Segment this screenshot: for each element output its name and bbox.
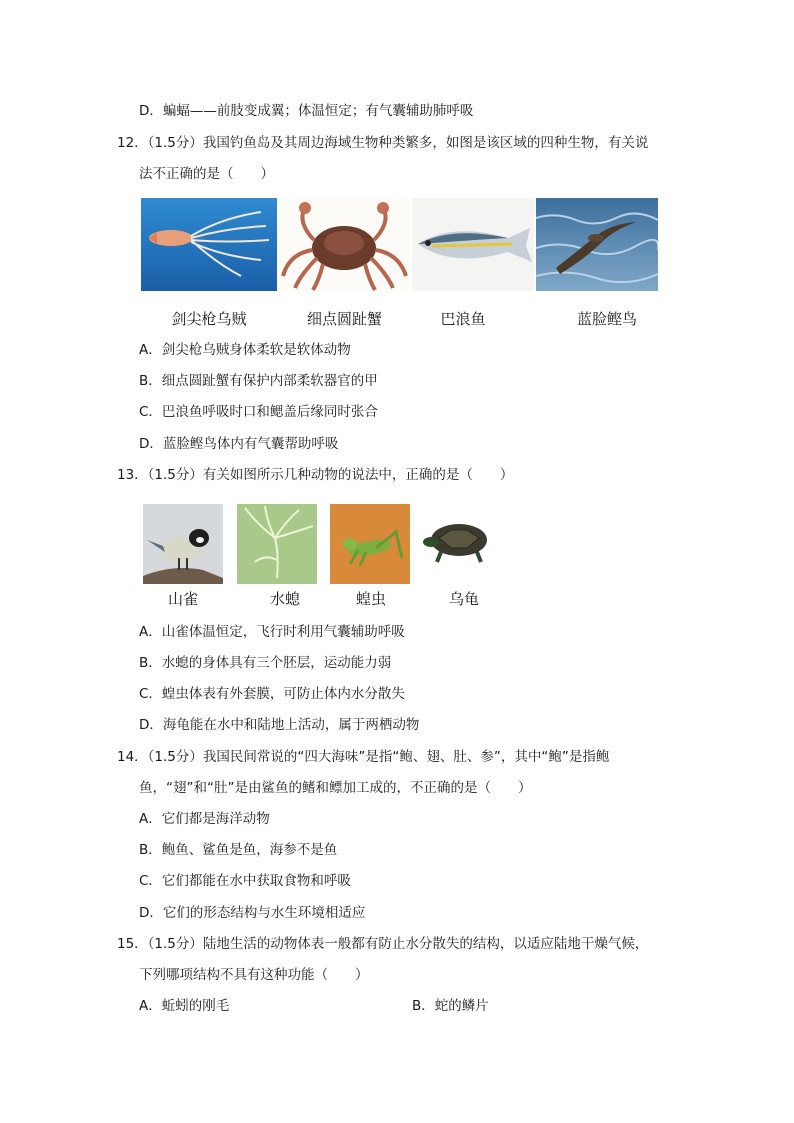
tit-bird-photo <box>143 504 223 584</box>
q13-option-b: B．水螅的身体具有三个胚层，运动能力弱 <box>139 655 392 671</box>
hydra-photo <box>237 504 317 584</box>
q12-option-b: B．细点圆趾蟹有保护内部柔软器官的甲 <box>139 373 378 389</box>
q13-caption-turtle: 乌龟 <box>448 590 479 608</box>
q12-option-c: C．巴浪鱼呼吸时口和鳃盖后缘同时张合 <box>139 404 378 420</box>
q13-caption-locust: 蝗虫 <box>355 590 386 608</box>
q14-stem-line2: 鱼，“翅”和“肚”是由鲨鱼的鳍和鳔加工成的，不正确的是（ ） <box>139 780 532 796</box>
locust-photo <box>330 504 410 584</box>
q13-option-a: A．山雀体温恒定，飞行时利用气囊辅助呼吸 <box>139 624 405 640</box>
q12-caption-squid: 剑尖枪乌贼 <box>171 310 247 328</box>
q12-option-a: A．剑尖枪乌贼身体柔软是软体动物 <box>139 342 351 358</box>
q11-option-d: D．蝙蝠——前肢变成翼；体温恒定；有气囊辅助肺呼吸 <box>139 103 474 119</box>
crab-photo <box>279 198 410 291</box>
q15-option-b: B．蛇的鳞片 <box>412 998 489 1014</box>
q14-option-a: A．它们都是海洋动物 <box>139 811 270 827</box>
q14-stem-line1: 14．（1.5分）我国民间常说的“四大海味”是指“鲍、翅、肚、参”，其中“鲍”是指鲍 <box>117 749 610 765</box>
q13-caption-hydra: 水螅 <box>269 590 300 608</box>
turtle-photo <box>419 504 499 570</box>
q13-option-d: D．海龟能在水中和陆地上活动，属于两栖动物 <box>139 717 420 733</box>
q13-stem: 13．（1.5分）有关如图所示几种动物的说法中，正确的是（ ） <box>117 467 514 483</box>
squid-photo <box>141 198 277 291</box>
q15-option-a: A．蚯蚓的刚毛 <box>139 998 230 1014</box>
q13-option-c: C．蝗虫体表有外套膜，可防止体内水分散失 <box>139 686 405 702</box>
fish-photo <box>412 198 534 291</box>
q12-stem-line1: 12．（1.5分）我国钓鱼岛及其周边海域生物种类繁多，如图是该区域的四种生物，有关说 <box>117 135 649 151</box>
q12-stem-line2: 法不正确的是（ ） <box>139 166 274 182</box>
q13-caption-tit: 山雀 <box>167 590 198 608</box>
q12-caption-crab: 细点圆趾蟹 <box>306 310 382 328</box>
q14-option-d: D．它们的形态结构与水生环境相适应 <box>139 905 366 921</box>
q14-option-c: C．它们都能在水中获取食物和呼吸 <box>139 873 351 889</box>
q12-caption-booby: 蓝脸鲣鸟 <box>576 310 637 328</box>
q12-caption-fish: 巴浪鱼 <box>440 310 486 328</box>
q14-option-b: B．鲍鱼、鲨鱼是鱼，海参不是鱼 <box>139 842 338 858</box>
q15-stem-line2: 下列哪项结构不具有这种功能（ ） <box>139 967 369 983</box>
q15-stem-line1: 15．（1.5分）陆地生活的动物体表一般都有防止水分散失的结构，以适应陆地干燥气候， <box>117 936 649 952</box>
q12-option-d: D．蓝脸鲣鸟体内有气囊帮助呼吸 <box>139 436 339 452</box>
booby-photo <box>536 198 658 291</box>
